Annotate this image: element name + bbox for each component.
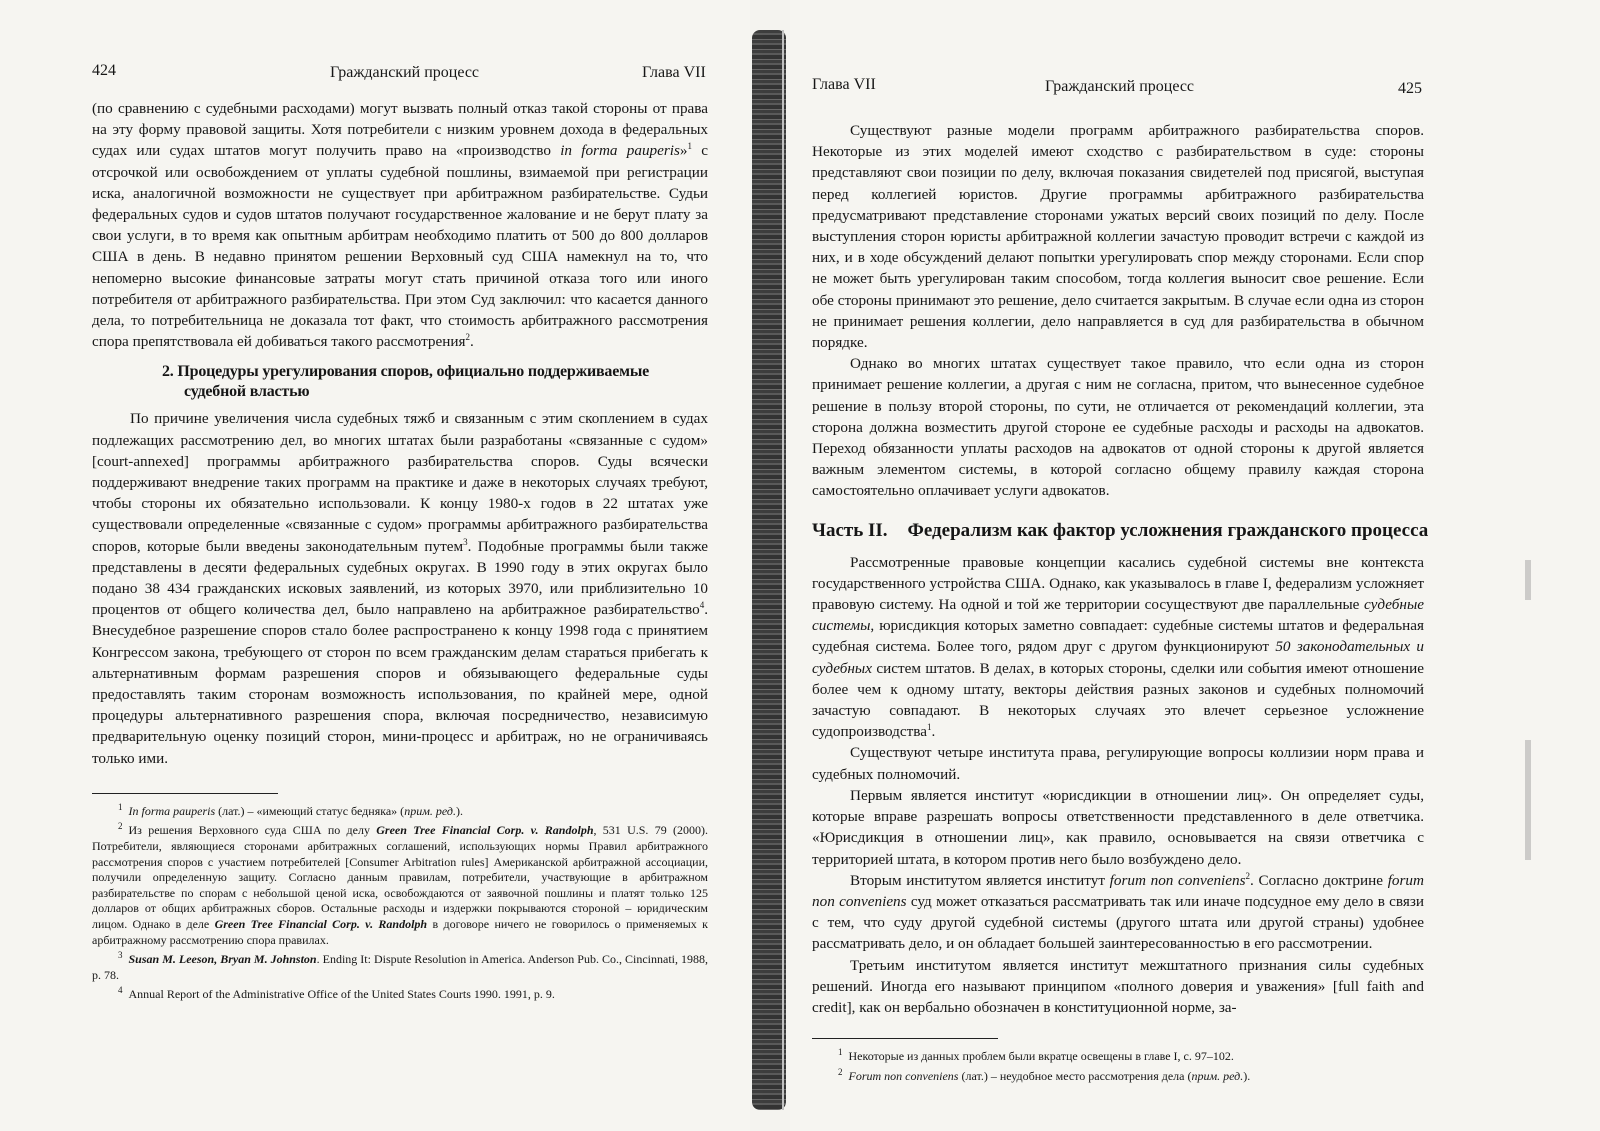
- author-names: Susan M. Leeson, Bryan M. Johnston: [128, 952, 317, 967]
- text-run: Рассмотренные правовые концепции касались судебной системы вне контекста государственного устройства США. Однако, как указывалось в главе I, федерализм усложняет правовую систему. На одной и той же территории сосуществуют две параллельные: [812, 553, 1424, 614]
- italic-term: 50 законодательных и судебных: [812, 638, 1424, 677]
- book-spine: [752, 30, 786, 1110]
- italic-term: In forma pauperis: [128, 803, 216, 818]
- right-footnote-2: [812, 1065, 1424, 1085]
- left-chapter-label: Глава VII: [642, 64, 706, 81]
- text-run: суд может отказаться рассматривать так или иначе подсудное ему дело в связи с тем, что суду другой судебной системы (другого штата или другой страны) удобнее рассматривать дело, и он обладает большей заинтересованностью в его рассмотрении.: [812, 892, 1424, 953]
- right-chapter-label: Глава VII: [812, 76, 876, 93]
- italic-term: Forum non conveniens: [848, 1068, 959, 1083]
- right-paragraph-1: Существуют разные модели программ арбитражного разбирательства споров. Некоторые из этих моделей имеют сходство с разбирательством в суде: стороны представляют свои позиции по делу, включая показания свидетелей под присягой, выступая перед коллегией юристов. Другие программы арбитражного разбирательства предусматривают представление сторонами ужатых версий своих позиций по делу. После выступления сторон юристы арбитражной коллегии зачастую проводит встречи с каждой из них, и в ходе обсуждений делают попытки урегулировать спор между сторонами. Если спор не может быть урегулирован таким способом, тогда коллегия выносит свое решение. Если обе стороны принимают это решение, дело считается закрытым. В случае если одна из сторон не принимает решения коллегии, дело направляется в суд для разбирательства в обычном порядке.: [812, 122, 1424, 352]
- right-footnote-1: [812, 1045, 1424, 1065]
- italic-term: in forma pauperis: [560, 142, 680, 160]
- text-run: . Ending It: Dispute Resolution in America. Anderson Pub. Co., Cincinnati, 1988, p. 78.: [92, 952, 709, 982]
- footnote-number: 2: [838, 1066, 843, 1077]
- text-run: , 531 U.S. 79 (2000). Потребители, являющиеся сторонами арбитражных соглашений, использующих нормы Правил арбитражного рассмотрения споров с участием потребителей [Consumer Arbitration rules] Американской арбитражной ассоциации, получили определенную защиту. Согласно данным правилам, потребители, участвующие в арбитражном разбирательстве по спорам с небольшой ценой иска, освобождаются от заявочной пошлины и платят только 125 долларов от общих арбитражных сборов. Остальные расходы и издержки покрываются стороной – юридическим лицом. Однако в деле: [92, 823, 708, 932]
- footnote-ref: 3: [463, 536, 468, 547]
- text-run: .: [469, 333, 474, 351]
- text-run: . Согласно доктрине: [1250, 871, 1388, 889]
- text-run: систем штатов. В делах, в которых стороны, сделки или события имеют отношение более чем к одному штату, векторы действия разных законов и судебных полномочий зачастую совпадают. В некоторых случаях это влечет серьезное усложнение судопроизводства: [812, 659, 1424, 741]
- left-text-column: [92, 98, 708, 1003]
- right-paragraph-2: Однако во многих штатах существует такое правило, что если одна из сторон принимает решение коллегии, а другая с ним не согласна, притом, что вынесенное судебное решение в пользу второй стороны, по сути, не отличается от рекомендаций коллегии, эта сторона должна возместить другой стороне ее судебные расходы и расходы на адвокатов. Переход обязанности уплаты расходов на адвокатов от одной стороны к другой является важным элементом системы, в которой согласно общему правилу каждая сторона самостоятельно оплачивает услуги адвокатов.: [812, 355, 1424, 500]
- part-label: Часть II.: [812, 519, 888, 541]
- text-run: (лат.) – «имеющий статус бедняка» (: [215, 803, 405, 818]
- footnote-divider: [812, 1038, 998, 1039]
- right-page-number: 425: [1398, 80, 1422, 97]
- right-paragraph-4: Существуют четыре института права, регулирующие вопросы коллизии норм права и судебных полномочий.: [812, 744, 1424, 783]
- text-run: ).: [455, 803, 463, 818]
- text-run: .: [931, 723, 936, 741]
- left-page-number: 424: [92, 62, 116, 79]
- text-run: (лат.) – неудобное место рассмотрения дела (: [958, 1068, 1192, 1083]
- case-name: Green Tree Financial Corp. v. Randolph: [214, 917, 428, 932]
- text-run: в договоре ничего не говорилось о применяемых к арбитражному рассмотрению спора правилах.: [92, 917, 708, 947]
- left-running-title: Гражданский процесс: [330, 64, 480, 81]
- footnote-number: 1: [118, 801, 123, 812]
- left-paragraph-1: [92, 98, 708, 352]
- part-title: Федерализм как фактор усложнения гражданского процесса: [907, 519, 1429, 541]
- italic-term: прим. ред.: [1191, 1068, 1244, 1083]
- left-page: [0, 0, 750, 1131]
- footnote-number: 1: [838, 1047, 843, 1058]
- footnote-number: 3: [118, 950, 123, 961]
- right-paragraph-3: [812, 552, 1424, 743]
- text-run: с отсрочкой или освобождением от уплаты судебной пошлины, взимаемой при регистрации иска, аналогичной возможности не существует при арбитражном разбирательстве. Судьи федеральных судов и судов штатов получают государственное жалование и не берут плату за свои услуги, в то время как опытным арбитрам необходимо платить от 500 до 800 долларов США в день. В недавно принятом решении Верховный суд США намекнул на то, что непомерно высокие финансовые затраты могут стать причиной отказа того или иного потребителя от арбитражного разбирательства. При этом Суд заключил: что касается данного дела, то потребительница не доказала тот факт, что стоимость арбитражного рассмотрения спора препятствовала ей добиваться такого рассмотрения: [92, 142, 708, 351]
- italic-term: forum non conveniens: [1109, 871, 1246, 889]
- text-run: Из решения Верховного суда США по делу: [128, 823, 377, 838]
- text-run: (по сравнению с судебными расходами) могут вызвать полный отказ такой стороны от права на эту форму правовой защиты. Хотя потребители с низким уровнем дохода в федеральных судах или судах штатов могут получить право на «производство: [92, 100, 708, 160]
- right-text-column: [812, 120, 1429, 1084]
- case-name: Green Tree Financial Corp. v. Randolph: [376, 823, 594, 838]
- footnote-ref: 4: [699, 600, 705, 611]
- right-paragraph-5: Первым является институт «юрисдикции в отношении лиц». Он определяет суды, которые вправе разрешать вопросы ответственности представленного в деле ответчика. «Юрисдикция в отношении лиц», как правило, основывается на связи ответчика с территорией штата, в котором против него было возбуждено дело.: [812, 786, 1424, 868]
- right-paragraph-7: Третьим институтом является институт межштатного признания силы судебных решений. Иногда его называют принципом «полного доверия и уважения» [full faith and credit], как он вербально обозначен в конституционной норме, за-: [812, 956, 1424, 1016]
- text-run: Вторым институтом является институт: [850, 871, 1110, 889]
- right-running-title: Гражданский процесс: [1045, 78, 1195, 95]
- footnote-3: [92, 948, 708, 983]
- footnote-4: [92, 983, 708, 1003]
- text-run: По причине увеличения числа судебных тяжб и связанным с этим скоплением в судах подлежащих рассмотрению дел, во многих штатах были разработаны «связанные с судом» [court-annexed] программы арбитражного разбирательства споров. Суды всячески поддерживают внедрение таких программ на практике и даже в некоторых случаях требуют, чтобы стороны их обязательно использовали. К концу 1980-х годов в 22 штатах уже существовали определенные «связанные с судом» программы арбитражного разбирательства споров, которые были введены законодательным путем: [92, 410, 708, 555]
- footnote-ref: 1: [687, 141, 693, 152]
- left-paragraph-2: [92, 408, 708, 768]
- footnote-number: 4: [118, 985, 123, 996]
- section-heading: 2. Процедуры урегулирования споров, официально поддерживаемые судебной властью: [162, 363, 650, 401]
- italic-term: forum non conveniens: [812, 871, 1424, 910]
- text-run: . Внесудебное разрешение споров стало более распространено к концу 1998 года с принятием Конгрессом закона, требующего от сторон по всем гражданским делам стараться прибегать к альтернативным формам разрешения споров и обязывающего федеральные суды предоставлять таким сторонам возможность использования, по крайней мере, одной процедуры альтернативного разрешения спора, включая посредничество, независимую предварительную оценку позиций сторон, мини-процесс и арбитраж, но не ограничиваясь только ими.: [92, 601, 708, 767]
- scan-artifact: [1525, 740, 1531, 860]
- text-run: . Подобные программы были также представлены в десяти федеральных судебных округах. В 1990 году в этих округах было подано 38 434 гражданских исковых заявлений, из которых 3970, или приблизительно 10 процентов от общего количества дел, было направлено на арбитражное разбирательство: [92, 537, 708, 619]
- text-run: , юрисдикция которых заметно совпадает: судебные системы штатов и федеральная судебная система. Более того, рядом друг с другом функционируют: [812, 617, 1424, 656]
- text-run: ).: [1243, 1068, 1251, 1083]
- footnote-1: [92, 800, 708, 820]
- right-paragraph-6: [812, 870, 1424, 955]
- text-run: Некоторые из данных проблем были вкратце освещены в главе I, с. 97–102.: [848, 1049, 1234, 1064]
- footnote-ref: 1: [926, 722, 932, 733]
- footnote-divider: [92, 793, 278, 794]
- scan-artifact: [1525, 560, 1531, 600]
- text-run: »: [679, 142, 688, 160]
- part-heading: [812, 519, 1429, 542]
- footnote-ref: 2: [465, 332, 470, 343]
- footnote-number: 2: [118, 821, 123, 832]
- footnote-2: [92, 819, 708, 948]
- text-run: Annual Report of the Administrative Office of the United States Courts 1990. 1991, p. 9.: [128, 987, 555, 1002]
- footnote-ref: 2: [1245, 870, 1251, 881]
- italic-term: прим. ред.: [404, 803, 456, 818]
- italic-term: судебные системы: [812, 596, 1424, 635]
